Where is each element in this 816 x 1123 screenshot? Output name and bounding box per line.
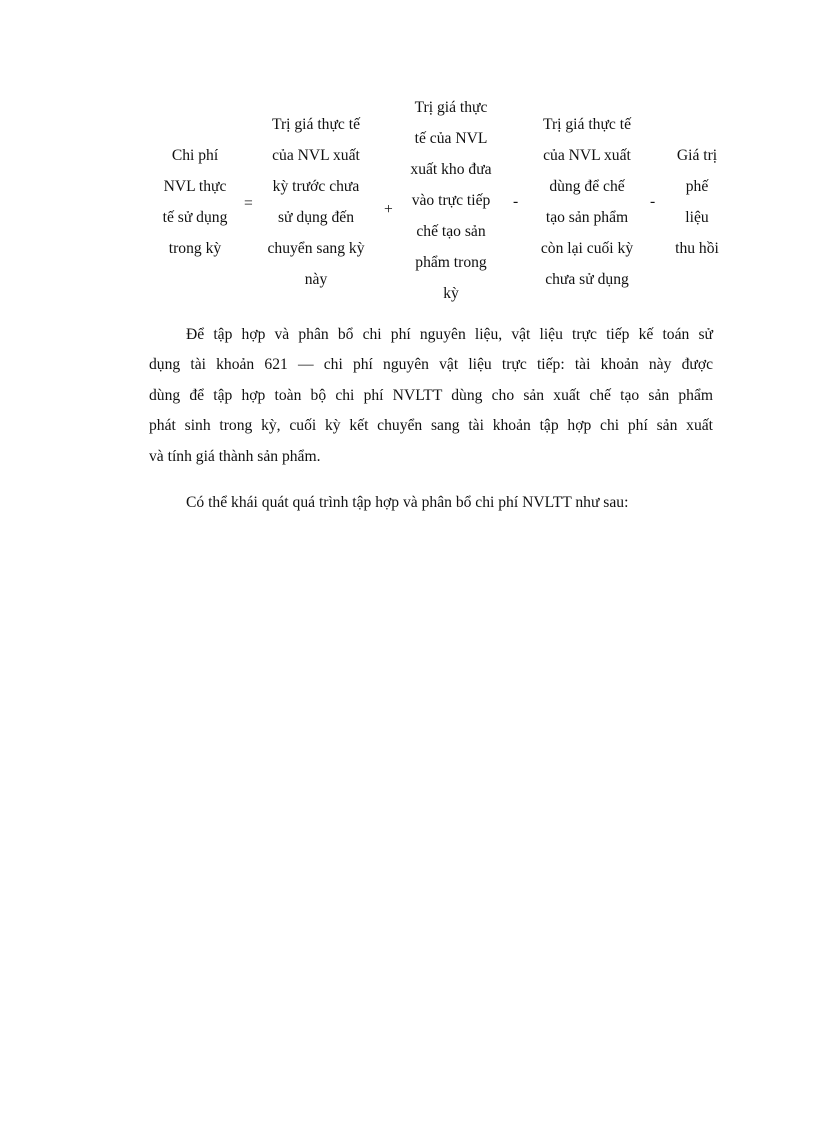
paragraph-line: dùng để tập hợp toàn bộ chi phí NVLTT dùng cho sản xuất chế tạo sản phẩm [149, 386, 713, 404]
term4-line: phế [685, 178, 709, 195]
lhs-line: tế sử dụng [162, 209, 228, 226]
term1-line: chuyển sang kỳ [267, 240, 365, 257]
minus-sign-1: - [513, 193, 519, 210]
paragraph-summary: Có thể khái quát quá trình tập hợp và phân bổ chi phí NVLTT như sau: [186, 494, 629, 511]
term3-line: của NVL xuất [543, 147, 631, 164]
lhs-line: trong kỳ [168, 240, 222, 257]
term4-line: Giá trị [676, 147, 718, 164]
paragraph-account-621 [149, 320, 713, 472]
term2-line: kỳ [443, 285, 459, 302]
term3-line: chưa sử dụng [545, 271, 629, 288]
term4-line: liệu [685, 209, 709, 226]
formula-term-4 [662, 140, 732, 264]
term3-line: còn lại cuối kỳ [540, 240, 634, 257]
term2-line: tế của NVL [414, 130, 488, 147]
formula-term-3 [524, 109, 650, 295]
term3-line: Trị giá thực tế [542, 116, 631, 133]
term2-line: xuất kho đưa [410, 161, 492, 178]
term2-line: Trị giá thực [414, 99, 488, 116]
formula-lhs [150, 140, 240, 264]
term2-line: vào trực tiếp [411, 192, 491, 209]
paragraph-line: phát sinh trong kỳ, cuối kỳ kết chuyển sang tài khoản tập hợp chi phí sản xuất [149, 417, 713, 435]
paragraph-line: dụng tài khoản 621 — chi phí nguyên vật liệu trực tiếp: tài khoản này được [149, 356, 713, 374]
cost-formula [150, 92, 730, 314]
paragraph-line: Để tập hợp và phân bổ chi phí nguyên liệu, vật liệu trực tiếp kế toán sử [186, 326, 713, 343]
lhs-line: NVL thực [163, 178, 227, 195]
formula-term-1 [256, 109, 376, 295]
term1-line: kỳ trước chưa [272, 178, 360, 195]
formula-term-2 [395, 92, 507, 309]
term4-line: thu hồi [675, 240, 719, 257]
term3-line: tạo sản phẩm [545, 209, 629, 226]
term1-line: của NVL xuất [272, 147, 360, 164]
minus-sign-2: - [650, 193, 656, 210]
term2-line: phẩm trong [415, 254, 487, 271]
paragraph-line: và tính giá thành sản phẩm. [149, 447, 321, 465]
term1-line: này [304, 271, 328, 288]
equals-sign: = [244, 195, 253, 212]
term2-line: chế tạo sản [416, 223, 486, 240]
lhs-line: Chi phí [171, 147, 219, 164]
term3-line: dùng để chế [549, 178, 625, 195]
plus-sign: + [384, 201, 393, 218]
term1-line: Trị giá thực tế [271, 116, 360, 133]
term1-line: sử dụng đến [277, 209, 355, 226]
